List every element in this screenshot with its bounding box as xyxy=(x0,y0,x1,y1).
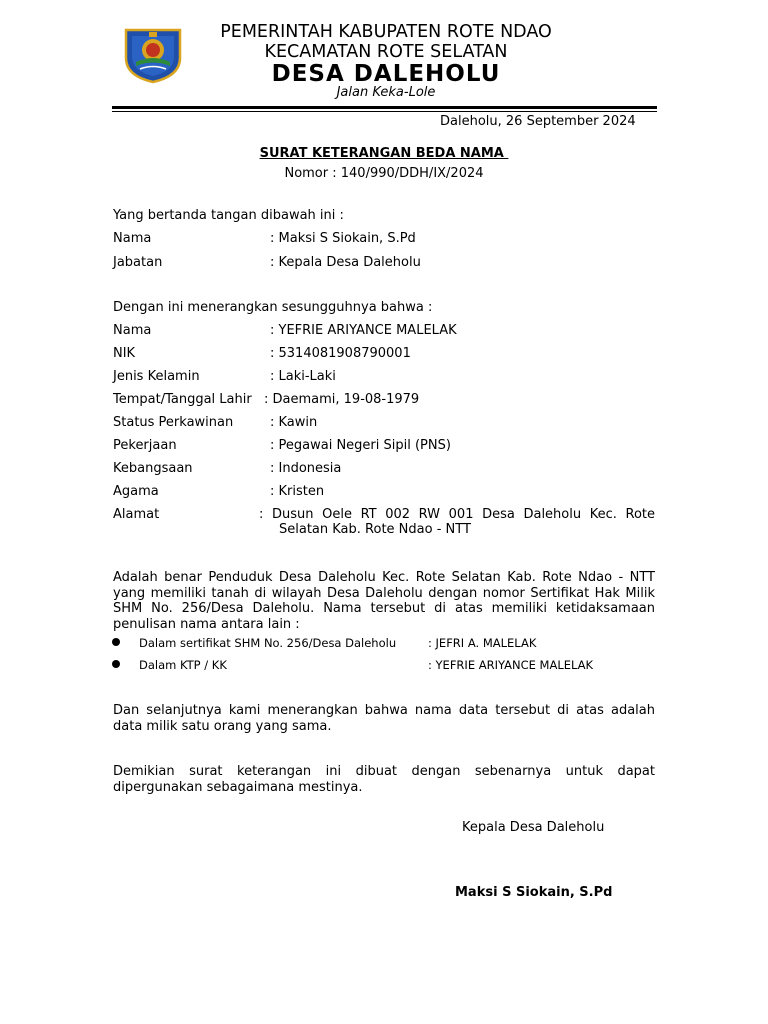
bullet-icon xyxy=(112,660,120,668)
body-paragraph: Adalah benar Penduduk Desa Daleholu Kec. Rote Selatan Kab. Rote Ndao - NTT yang memiliki tanah di wilayah Desa Daleholu dengan nomor Sertifikat Hak Milik SHM No. 256/Desa Daleholu. Nama tersebut di atas memiliki ketidaksamaan penulisan nama antara lain : xyxy=(113,570,655,632)
discrepancy-value: : YEFRIE ARIYANCE MALELAK xyxy=(428,658,594,672)
person-field-label: NIK xyxy=(113,346,136,361)
person-field-value: : Laki-Laki xyxy=(270,369,336,384)
bullet-icon xyxy=(112,638,120,646)
regency-emblem-icon xyxy=(122,24,184,84)
person-field-value: : Kristen xyxy=(270,484,325,499)
address-line-2: Selatan Kab. Rote Ndao - NTT xyxy=(279,522,471,537)
person-field-value: : Daemami, 19-08-1979 xyxy=(264,392,420,407)
letter-number: Nomor : 140/990/DDH/IX/2024 xyxy=(284,166,484,181)
discrepancy-value: : JEFRI A. MALELAK xyxy=(428,636,537,650)
closing-paragraph: Demikian surat keterangan ini dibuat dengan sebenarnya untuk dapat dipergunakan sebagaimana mestinya. xyxy=(113,764,655,795)
person-field-label: Jenis Kelamin xyxy=(113,369,200,384)
street-address: Jalan Keka-Lole xyxy=(336,85,436,100)
letter-date: Daleholu, 26 September 2024 xyxy=(440,114,636,129)
signatory-intro: Yang bertanda tangan dibawah ini : xyxy=(113,208,344,223)
person-field-label: Status Perkawinan xyxy=(113,415,234,430)
person-field-value: : Indonesia xyxy=(270,461,342,476)
discrepancy-label: Dalam sertifikat SHM No. 256/Desa Daleholu xyxy=(139,636,397,650)
government-heading: PEMERINTAH KABUPATEN ROTE NDAO xyxy=(220,22,552,42)
signer-name: Maksi S Siokain, S.Pd xyxy=(455,885,613,900)
district-heading: KECAMATAN ROTE SELATAN xyxy=(264,42,508,62)
person-field-label: Tempat/Tanggal Lahir xyxy=(113,392,252,407)
signatory-position-label: Jabatan xyxy=(113,255,163,270)
signatory-position-value: : Kepala Desa Daleholu xyxy=(270,255,421,270)
person-field-label: Nama xyxy=(113,323,152,338)
conclusion-paragraph: Dan selanjutnya kami menerangkan bahwa nama data tersebut di atas adalah data milik satu orang yang sama. xyxy=(113,703,655,734)
village-heading: DESA DALEHOLU xyxy=(271,61,501,87)
person-field-value: : YEFRIE ARIYANCE MALELAK xyxy=(270,323,457,338)
person-field-value: : Pegawai Negeri Sipil (PNS) xyxy=(270,438,451,453)
person-field-label: Kebangsaan xyxy=(113,461,193,476)
address-line-1: Dusun Oele RT 002 RW 001 Desa Daleholu Kec. Rote xyxy=(272,507,655,522)
person-field-value: : Kawin xyxy=(270,415,318,430)
person-field-value: : 5314081908790001 xyxy=(270,346,411,361)
statement-intro: Dengan ini menerangkan sesungguhnya bahwa : xyxy=(113,300,433,315)
letter-title: SURAT KETERANGAN BEDA NAMA xyxy=(259,146,509,161)
letterhead-divider-thick xyxy=(112,106,657,109)
letterhead-divider-thin xyxy=(112,111,657,112)
discrepancy-label: Dalam KTP / KK xyxy=(139,658,227,672)
person-field-label: Pekerjaan xyxy=(113,438,177,453)
signatory-name-label: Nama xyxy=(113,231,152,246)
address-label: Alamat xyxy=(113,507,160,522)
signature-title: Kepala Desa Daleholu xyxy=(462,820,605,835)
signatory-name-value: : Maksi S Siokain, S.Pd xyxy=(270,231,416,246)
address-colon: : xyxy=(259,507,264,522)
person-field-label: Agama xyxy=(113,484,159,499)
